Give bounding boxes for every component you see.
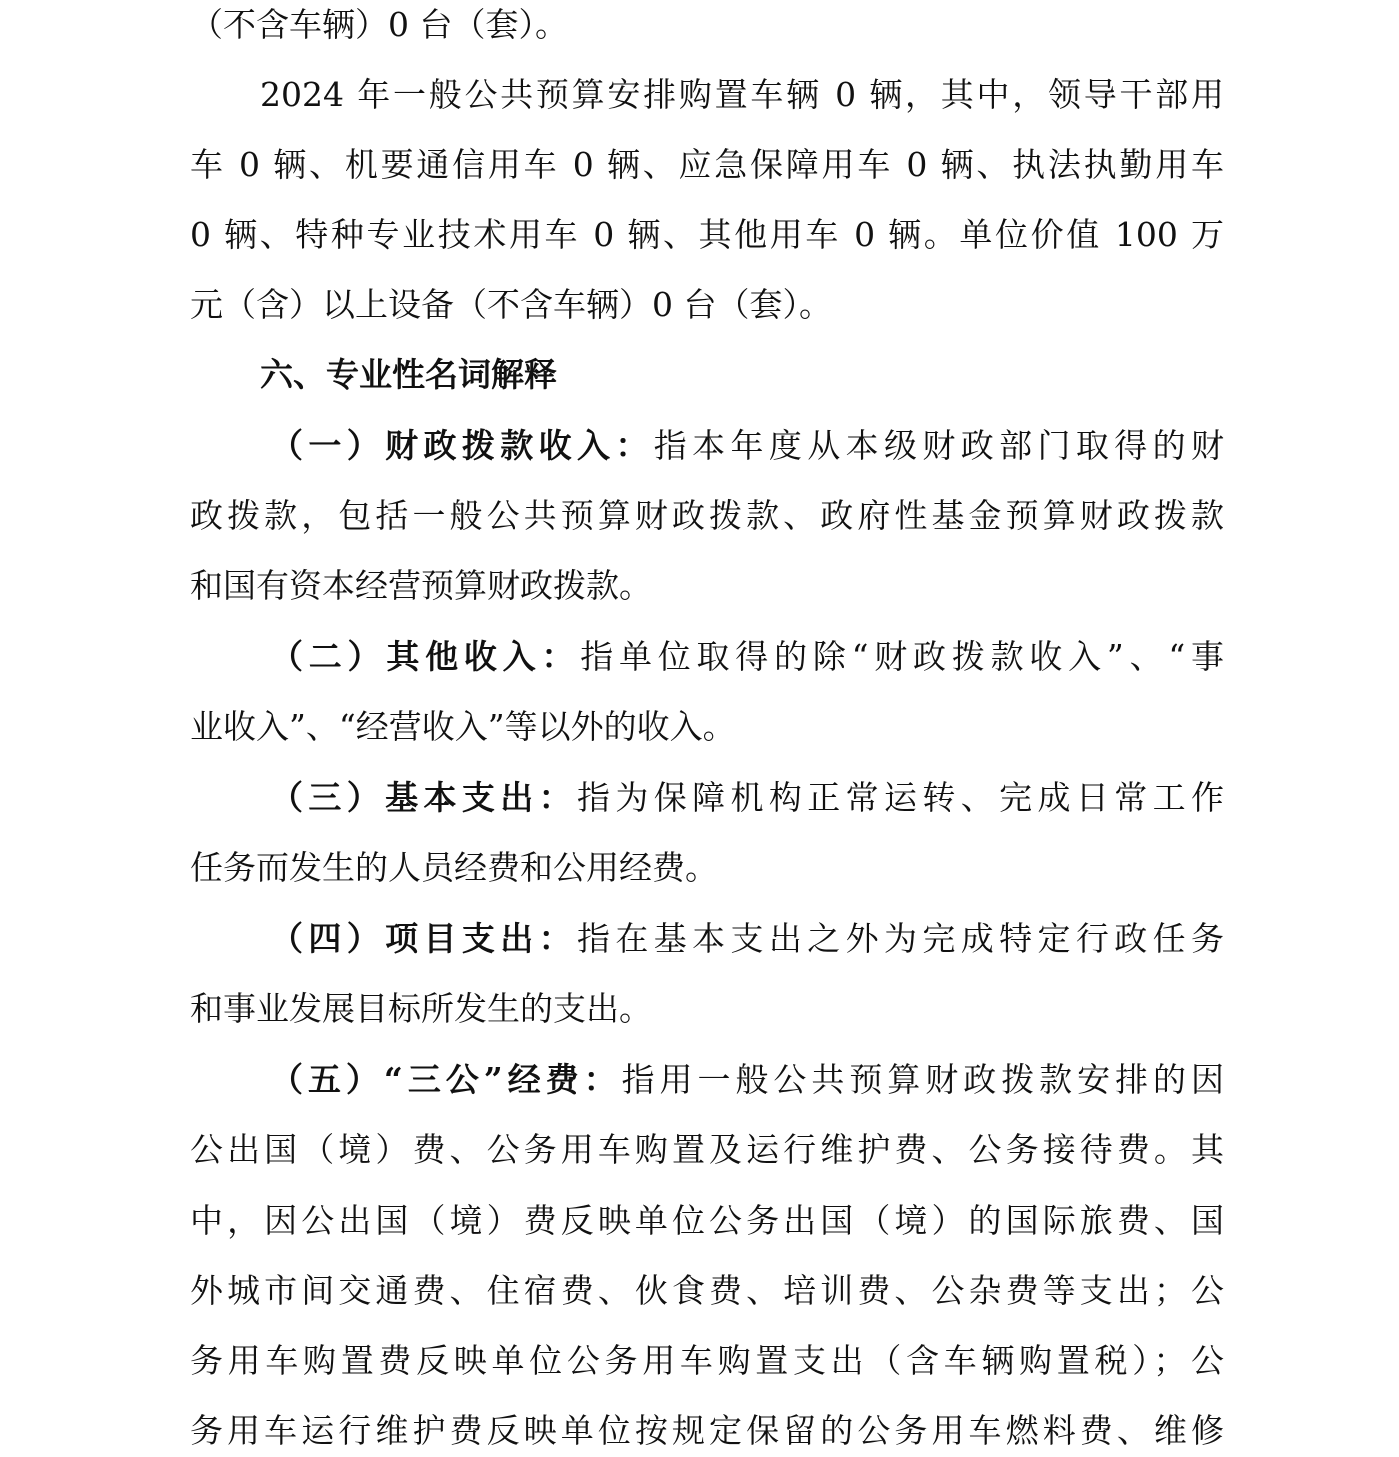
term-line: 务用车运行维护费反映单位按规定保留的公务用车燃料费、维修	[190, 1411, 1224, 1450]
vehicle-paragraph-line: 0 辆、特种专业技术用车 0 辆、其他用车 0 辆。单位价值 100 万	[190, 215, 1224, 254]
term-1-first-line	[270, 421, 1224, 471]
term-definition: 指用一般公共预算财政拨款安排的因	[621, 1060, 1224, 1099]
continuation-line: （不含车辆）0 台（套）。	[190, 5, 568, 44]
term-line: 务用车购置费反映单位公务用车购置支出（含车辆购置税）；公	[190, 1341, 1224, 1380]
term-label: （四）项目支出：	[270, 919, 577, 958]
term-line: 业收入”、“经营收入”等以外的收入。	[190, 707, 736, 746]
vehicle-paragraph-line: 2024 年一般公共预算安排购置车辆 0 辆，其中，领导干部用	[260, 75, 1224, 114]
term-label: （三）基本支出：	[270, 778, 577, 817]
term-5-first-line	[270, 1055, 1224, 1105]
term-definition: 指为保障机构正常运转、完成日常工作	[577, 778, 1224, 817]
term-line: 外城市间交通费、住宿费、伙食费、培训费、公杂费等支出；公	[190, 1271, 1224, 1310]
vehicle-paragraph-line: 车 0 辆、机要通信用车 0 辆、应急保障用车 0 辆、执法执勤用车	[190, 145, 1224, 184]
term-line: 中，因公出国（境）费反映单位公务出国（境）的国际旅费、国	[190, 1201, 1224, 1240]
document-page	[190, 0, 1224, 1457]
term-4-first-line	[270, 914, 1224, 964]
term-label: （五）“三公”经费：	[270, 1060, 622, 1099]
term-definition: 指本年度从本级财政部门取得的财	[653, 426, 1224, 465]
term-label: （二）其他收入：	[270, 637, 581, 676]
term-line: 任务而发生的人员经费和公用经费。	[190, 848, 718, 887]
section-heading: 六、专业性名词解释	[260, 355, 557, 394]
term-3-first-line	[270, 773, 1224, 823]
term-definition: 指单位取得的除“财政拨款收入”、“事	[580, 637, 1224, 676]
term-label: （一）财政拨款收入：	[270, 426, 654, 465]
term-line: 公出国（境）费、公务用车购置及运行维护费、公务接待费。其	[190, 1130, 1224, 1169]
term-definition: 指在基本支出之外为完成特定行政任务	[577, 919, 1224, 958]
term-line: 政拨款，包括一般公共预算财政拨款、政府性基金预算财政拨款	[190, 496, 1224, 535]
vehicle-paragraph-line: 元（含）以上设备（不含车辆）0 台（套）。	[190, 285, 832, 324]
term-line: 和事业发展目标所发生的支出。	[190, 989, 652, 1028]
term-line: 和国有资本经营预算财政拨款。	[190, 566, 652, 605]
term-2-first-line	[270, 632, 1224, 682]
